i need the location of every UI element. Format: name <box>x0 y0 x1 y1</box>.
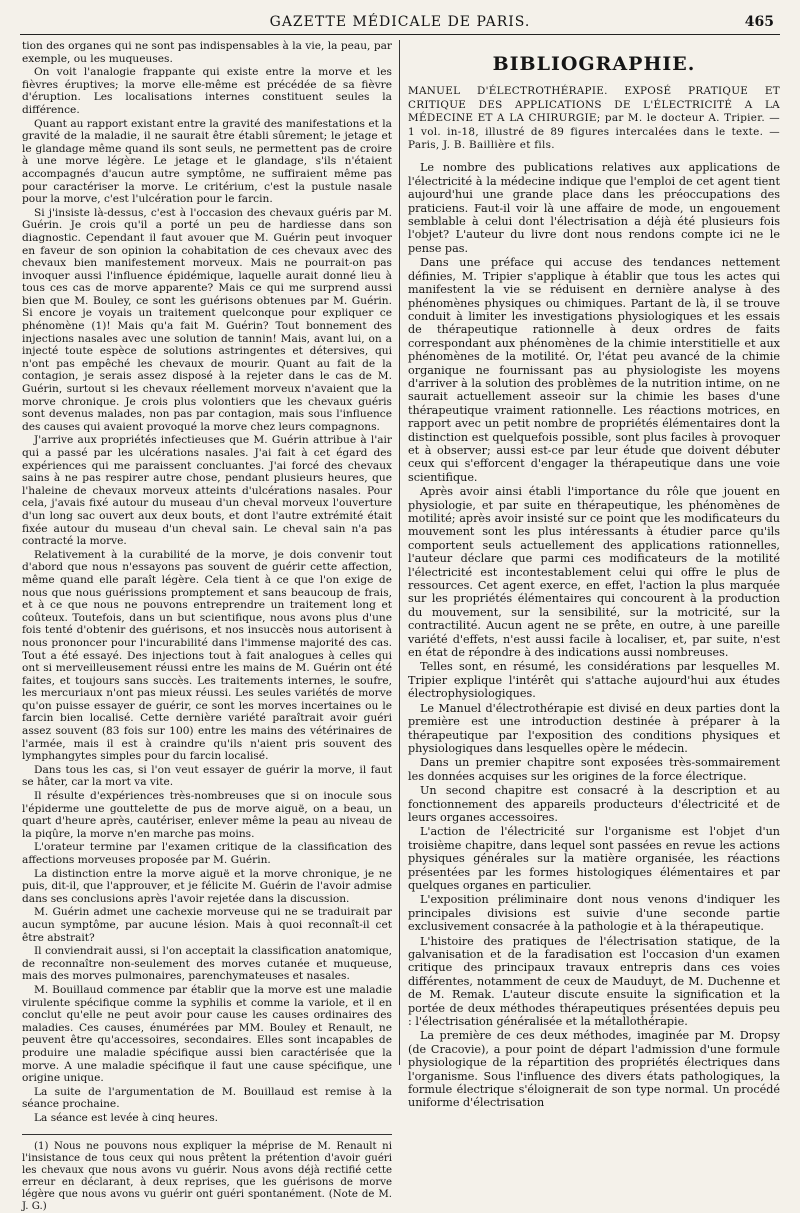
paragraph: La suite de l'argumentation de M. Bouillaud est remise à la séance prochaine. <box>22 1085 392 1111</box>
paragraph: L'action de l'électricité sur l'organisme est l'objet d'un troisième chapitre, dans lequel sont passées en revue les actions physiques générales sur la matière organisée, les réactions présentées par les formes histologiques élémentaires et par quelques organes en particulier. <box>408 825 780 892</box>
paragraph: Si j'insiste là-dessus, c'est à l'occasion des chevaux guéris par M. Guérin. Je crois qu'il a porté un peu de hardiesse dans son diagnostic. Cependant il faut avouer que M. Guérin peut invoquer en faveur de son opinion la cohabitation de ces chevaux avec des chevaux bien manifestement morveux. Mais ne pourrait-on pas invoquer aussi l'influence épidémique, laquelle aurait donné lieu à tous ces cas de morve apparente? Mais ce qui me surprend aussi bien que M. Bouley, ce sont les guérisons obtenues par M. Guérin. Si encore je voyais un traitement quelconque pour expliquer ce phénomène (1)! Mais qu'a fait M. Guérin? Tout bonnement des injections nasales avec une solution de tannin! Mais, avant lui, on a injecté toute espèce de solutions astringentes et détersives, qui n'ont pas empêché les chevaux de mourir. Quant au fait de la contagion, je serais assez disposé à la rejeter dans le cas de M. Guérin, surtout si les chevaux réellement morveux n'avaient que la morve chronique. Je crois plus volontiers que les chevaux guéris sont devenus malades, non pas par contagion, mais sous l'influence des causes qui avaient provoqué la morve chez leurs compagnons. <box>22 206 392 433</box>
paragraph: Le nombre des publications relatives aux applications de l'électricité à la médecine indique que l'emploi de cet agent tient aujourd'hui une grande place dans les préoccupations des praticiens. Faut-il voir là une affaire de mode, un engouement semblable à celui dont l'électrisation a déjà été plusieurs fois l'objet? L'auteur du livre dont nous rendons compte ici ne le pense pas. <box>408 161 780 255</box>
paragraph: Après avoir ainsi établi l'importance du rôle que jouent en physiologie, et par suite en thérapeutique, les phénomènes de motilité; après avoir insisté sur ce point que les modificateurs du mouvement sont les plus intéressants à étudier parce qu'ils comportent seuls actuellement des applications rationnelles, l'auteur déclare que parmi ces modificateurs de la motilité l'électricité est incontestablement celui qui offre le plus de ressources. Cet agent exerce, en effet, l'action la plus marquée sur les propriétés élémentaires qui concourent à la production du mouvement, sur la sensibilité, sur la motricité, sur la contractilité. Aucun agent ne se prête, en outre, à une pareille variété d'effets, n'est aussi facile à localiser, et, par suite, n'est en état de répondre à des indications aussi nombreuses. <box>408 485 780 660</box>
paragraph: Dans une préface qui accuse des tendances nettement définies, M. Tripier s'applique à établir que tous les actes qui manifestent la vie se réduisent en dernière analyse à des phénomènes physiques ou chimiques. Partant de là, il se trouve conduit à limiter les investigations physiologiques et les essais de thérapeutique rationnelle à deux ordres de faits correspondant aux phénomènes de la chimie interstitielle et aux phénomènes de la motilité. Or, l'état peu avancé de la chimie organique ne fournissant pas au physiologiste les moyens d'arriver à la solution des problèmes de la nutrition intime, on ne saurait actuellement asseoir sur la chimie les bases d'une thérapeutique vraiment rationnelle. Les réactions motrices, en rapport avec un petit nombre de propriétés élémentaires dont la distinction est quelquefois possible, sont plus faciles à provoquer et à observer; aussi est-ce par leur étude que doivent débuter ceux qui s'efforcent d'engager la thérapeutique dans une voie scientifique. <box>408 256 780 484</box>
spacer <box>408 153 780 161</box>
column-divider <box>399 40 400 1065</box>
paragraph: M. Bouillaud commence par établir que la morve est une maladie virulente spécifique comme la syphilis et comme la variole, et il en conclut qu'elle ne peut avoir pour cause les causes ordinaires des maladies. Ces causes, énumérées par MM. Bouley et Renault, ne peuvent être qu'accessoires, secondaires. Elles sont incapables de produire une maladie spécifique aussi bien caractérisée que la morve. A une maladie spécifique il faut une cause spécifique, une origine unique. <box>22 983 392 1085</box>
paragraph: J'arrive aux propriétés infectieuses que M. Guérin attribue à l'air qui a passé par les ulcérations nasales. J'ai fait à cet égard des expériences qui me paraissent concluantes. J'ai forcé des chevaux sains à ne pas respirer autre chose, pendant plusieurs heures, que l'haleine de chevaux morveux atteints d'ulcérations nasales. Pour cela, j'avais fixé autour du museau d'un cheval morveux l'ouverture d'un long sac ouvert aux deux bouts, et dont l'autre extrémité était fixée autour du museau d'un cheval sain. Le cheval sain n'a pas contracté la morve. <box>22 434 392 548</box>
paragraph: La première de ces deux méthodes, imaginée par M. Dropsy (de Cracovie), a pour point de départ l'admission d'une formule physiologique de la répartition des propriétés électriques dans l'organisme. Sous l'influence des divers états pathologiques, la formule électrique s'éloignerait de son type normal. Un procédé uniforme d'électrisation <box>408 1029 780 1110</box>
paragraph: L'exposition préliminaire dont nous venons d'indiquer les principales divisions est suivie d'une seconde partie exclusivement consacrée à la pathologie et à la thérapeutique. <box>408 893 780 934</box>
paragraph: Dans tous les cas, si l'on veut essayer de guérir la morve, il faut se hâter, car la mort va vite. <box>22 763 392 789</box>
paragraph: Il résulte d'expériences très-nombreuses que si on inocule sous l'épiderme une gouttelette de pus de morve aiguë, on a beau, un quart d'heure après, cautériser, enlever même la peau au niveau de la piqûre, la morve n'en marche pas moins. <box>22 790 392 840</box>
paragraph: On voit l'analogie frappante qui existe entre la morve et les fièvres éruptives; la morve elle-même est précédée de sa fièvre d'éruption. Les localisations internes constituent seules la différence. <box>22 66 392 116</box>
paragraph: tion des organes qui ne sont pas indispensables à la vie, la peau, par exemple, ou les muqueuses. <box>22 40 392 65</box>
page-number: 465 <box>744 14 774 30</box>
footnote: (1) Nous ne pouvons nous expliquer la méprise de M. Renault ni l'insistance de tous ceux qui nous prêtent la prétention d'avoir guéri les chevaux que nous avons vu guérir. Nous avons déjà rectifié cette erreur en déclarant, à deux reprises, que les guérisons de morve légère que nous avons vu guérir ont guéri spontanément. (Note de M. J. G.) <box>22 1141 392 1213</box>
page-header <box>20 10 780 35</box>
paragraph: Le Manuel d'électrothérapie est divisé en deux parties dont la première est une introduction destinée à préparer à la thérapeutique par l'exposition des conditions physiques et physiologiques dans lesquelles opère le médecin. <box>408 701 780 755</box>
paragraph: Relativement à la curabilité de la morve, je dois convenir tout d'abord que nous n'essayons pas souvent de guérir cette affection, même quand elle paraît légère. Cela tient à ce que l'on exige de nous que nous guérissions promptement et sans beaucoup de frais, et à ce que nous ne pouvons entreprendre un traitement long et coûteux. Toutefois, dans un but scientifique, nous avons plus d'une fois tenté d'obtenir des guérisons, et nos insuccès nous autorisent à nous prononcer pour l'incurabilité dans l'immense majorité des cas. Tout a été essayé. Des injections tout à fait analogues à celles qui ont si merveilleusement réussi entre les mains de M. Guérin ont été faites, et toujours sans succès. Les traitements internes, le soufre, les mercuriaux n'ont pas mieux réussi. Les seules variétés de morve qu'on puisse essayer de guérir, ce sont les morves incertaines ou le farcin bien localisé. Cette dernière variété paraîtrait avoir guéri assez souvent (83 fois sur 100) entre les mains des vétérinaires de l'armée, mais il est à craindre qu'ils n'aient pris souvent des lymphangytes simples pour du farcin localisé. <box>22 548 392 763</box>
journal-title: GAZETTE MÉDICALE DE PARIS. <box>269 14 531 30</box>
paragraph: L'orateur termine par l'examen critique de la classification des affections morveuses proposée par M. Guérin. <box>22 841 392 866</box>
paragraph: Dans un premier chapitre sont exposées très-sommairement les données acquises sur les origines de la force électrique. <box>408 756 780 783</box>
section-title: BIBLIOGRAPHIE. <box>492 53 696 75</box>
paragraph: M. Guérin admet une cachexie morveuse qui ne se traduirait par aucun symptôme, par aucune lésion. Mais à quoi reconnaît-il cet être abstrait? <box>22 906 392 944</box>
paragraph: Il conviendrait aussi, si l'on acceptait la classification anatomique, de reconnaître non-seulement des morves cutanée et muqueuse, mais des morves pulmonaires, parenchymateuses et nasales. <box>22 945 392 983</box>
footnote-divider <box>22 1134 392 1135</box>
book-reference-text: MANUEL D'ÉLECTROTHÉRAPIE. EXPOSÉ PRATIQUE ET CRITIQUE DES APPLICATIONS DE L'ÉLECTRICITÉ A LA MÉDECINE ET A LA CHIRURGIE; par M. le docteur A. Tripier. — 1 vol. in-18, illustré de 89 figures intercalées dans le texte. — Paris, J. B. Baillière et fils. <box>408 85 780 152</box>
paragraph: La distinction entre la morve aiguë et la morve chronique, je ne puis, dit-il, que l'approuver, et je félicite M. Guérin de l'avoir admise dans ses conclusions après l'avoir rejetée dans la discussion. <box>22 867 392 905</box>
paragraph: L'histoire des pratiques de l'électrisation statique, de la galvanisation et de la faradisation est l'occasion d'un examen critique des principaux travaux entrepris dans ces voies différentes, notamment de ceux de Mauduyt, de M. Duchenne et de M. Remak. L'auteur discute ensuite la signification et la portée de deux méthodes thérapeutiques présentées depuis peu : l'électrisation généralisée et la métallothérapie. <box>408 934 780 1029</box>
right-column <box>408 40 780 1110</box>
paragraph: Quant au rapport existant entre la gravité des manifestations et la gravité de la maladie, il ne saurait être établi sûrement; le jetage et le glandage même quand ils sont seuls, ne permettent pas de croire à une morve légère. Le jetage et le glandage, s'ils n'étaient accompagnés d'aucun autre symptôme, ne suffiraient même pas pour caractériser la morve. Le critérium, c'est la pustule nasale pour la morve, c'est l'ulcération pour le farcin. <box>22 117 392 206</box>
paragraph: Telles sont, en résumé, les considérations par lesquelles M. Tripier explique l'intérêt qui s'attache aujourd'hui aux études électrophysiologiques. <box>408 660 780 701</box>
left-column <box>22 40 392 1213</box>
paragraph: Un second chapitre est consacré à la description et au fonctionnement des appareils producteurs d'électricité et de leurs organes accessoires. <box>408 784 780 824</box>
book-reference <box>408 85 780 152</box>
paragraph: La séance est levée à cinq heures. <box>34 1111 219 1124</box>
